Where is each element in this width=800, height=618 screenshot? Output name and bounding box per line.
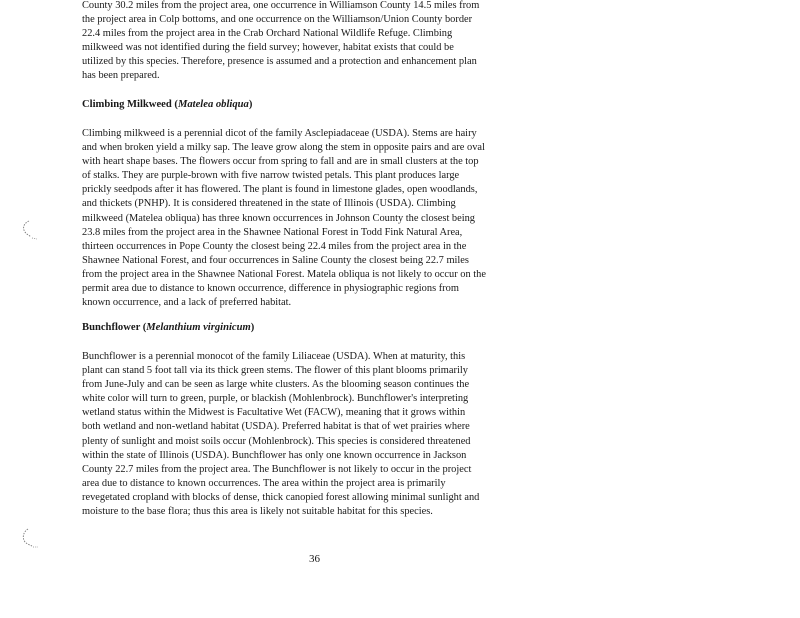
text-line: County 22.7 miles from the project area. The Bunchflower is not likely to occur in the project (82, 463, 472, 475)
heading-close-paren: ) (250, 322, 255, 333)
text-line: Shawnee National Forest, and four occurrences in Saline County the closest being 22.7 miles (82, 254, 469, 266)
text-line: County 30.2 miles from the project area, one occurrence in Williamson County 14.5 miles from (82, 0, 480, 11)
heading-close-paren: ) (248, 99, 253, 110)
climbing-milkweed-paragraph (82, 127, 552, 310)
scan-margin-mark-icon (16, 527, 40, 551)
text-line: from the project area in the Shawnee National Forest. Matela obliqua is not likely to occur on the (82, 268, 486, 280)
text-line: 22.4 miles from the project area in the Crab Orchard National Wildlife Refuge. Climbing (82, 28, 453, 40)
text-line: wetland status within the Midwest is Facultative Wet (FACW), meaning that it grows within (82, 407, 466, 419)
text-line: moisture to the base flora; thus this area is likely not suitable habitat for this species. (82, 506, 433, 518)
text-line: has been prepared. (82, 70, 160, 82)
heading-common-name: Climbing Milkweed ( (82, 99, 178, 110)
text-line: milkweed (Matelea obliqua) has three known occurrences in Johnson County the closest being (82, 212, 476, 224)
heading-latin-name: Matelea obliqua (177, 99, 249, 110)
heading-latin-name: Melanthium virginicum (146, 322, 251, 333)
text-line: and when broken yield a milky sap. The leave grow along the stem in opposite pairs and are oval (82, 142, 485, 154)
text-line: thirteen occurrences in Pope County the closest being 22.4 miles from the project area in the (82, 240, 467, 252)
text-line: area due to distance to known occurrences. The area within the project area is primarily (82, 477, 446, 489)
text-line: known occurrence, and a lack of preferred habitat. (82, 297, 292, 309)
text-line: both wetland and non-wetland habitat (USDA). Preferred habitat is that of wet prairies where (82, 421, 470, 433)
text-line: Bunchflower is a perennial monocot of the family Liliaceae (USDA). When at maturity, this (82, 351, 466, 362)
text-line: prickly seedpods after it has flowered. The plant is found in limestone glades, open woodlands, (82, 184, 478, 196)
text-line: and thickets (PNHP). It is considered threatened in the state of Illinois (USDA). Climbing (82, 198, 456, 210)
text-line: plant can stand 5 foot tall via its thick green stems. The flower of this plant blooms primarily (82, 365, 468, 377)
text-line: Climbing milkweed is a perennial dicot of the family Asclepiadaceae (USDA). Stems are hairy (82, 128, 477, 139)
text-line: the project area in Colp bottoms, and one occurrence on the Williamson/Union County border (82, 14, 473, 26)
text-line: plenty of sunlight and moist soils occur (Mohlenbrock). This species is considered threatened (82, 435, 471, 447)
heading-common-name: Bunchflower ( (82, 322, 147, 333)
text-line: revegetated cropland with blocks of dense, thick canopied forest allowing minimal sunlight and (82, 491, 480, 503)
page-number: 36 (309, 553, 320, 565)
bunchflower-paragraph (82, 350, 552, 519)
text-line: milkweed was not identified during the field survey; however, habitat exists that could be (82, 42, 454, 54)
text-line: white color will turn to green, purple, or blackish (Mohlenbrock). Bunchflower's interpreting (82, 393, 469, 405)
intro-paragraph (82, 0, 552, 84)
text-line: of stalks. They are purple-brown with five narrow twisted petals. This plant produces large (82, 170, 460, 182)
section-heading-climbing-milkweed (82, 99, 252, 110)
text-line: within the state of Illinois (USDA). Bunchflower has only one known occurrence in Jackson (82, 449, 467, 461)
section-heading-bunchflower (82, 322, 254, 333)
text-line: with heart shape bases. The flowers occur from spring to fall and are in small clusters at the top (82, 156, 479, 168)
text-line: 23.8 miles from the project area in the Shawnee National Forest in Todd Fink Natural Area, (82, 226, 463, 238)
scan-margin-mark-icon (16, 218, 40, 242)
text-line: permit area due to distance to known occurrence, difference in physiographic regions from (82, 283, 459, 295)
text-line: from June-July and can be seen as large white clusters. As the blooming season continues the (82, 379, 470, 391)
text-line: utilized by this species. Therefore, presence is assumed and a protection and enhancement plan (82, 56, 477, 68)
